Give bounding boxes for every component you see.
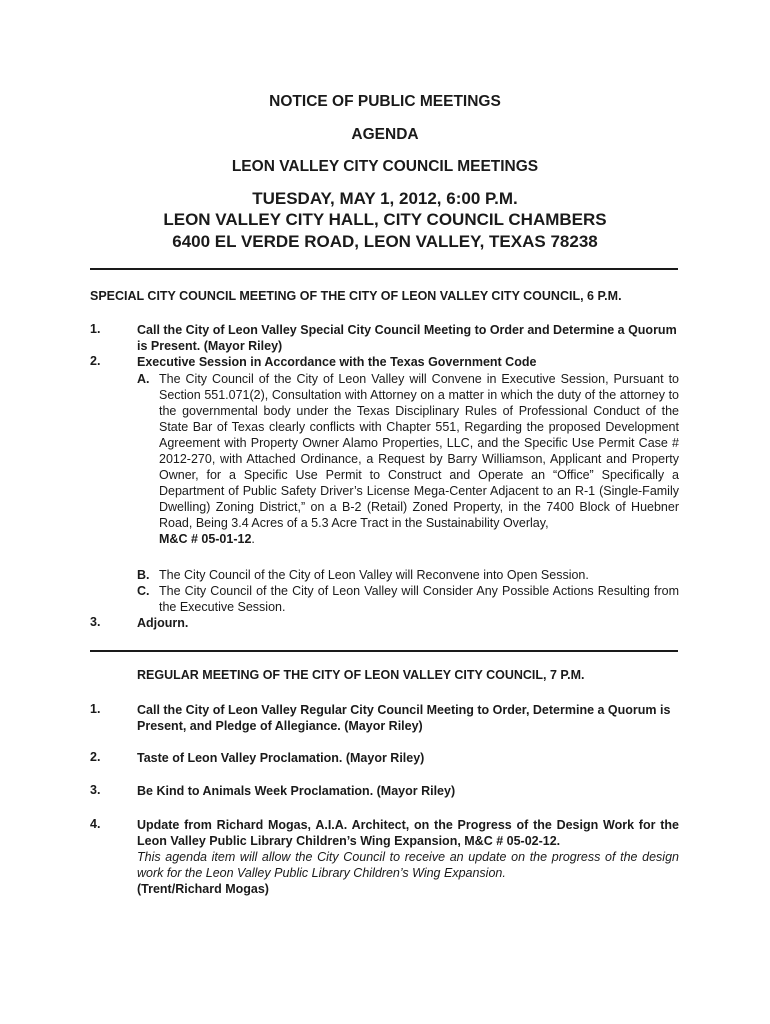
council-meetings-title: LEON VALLEY CITY COUNCIL MEETINGS [231,158,539,175]
subitem-letter: A. [137,372,150,386]
special-item-1-number: 1. [90,322,101,336]
regular-item-3-text: Be Kind to Animals Week Proclamation. (Mayor Riley) [137,784,456,798]
special-item-3-text: Adjourn. [137,616,189,630]
regular-item-4-number: 4. [90,817,101,831]
mc-reference-suffix: . [251,532,255,546]
regular-meeting-title: REGULAR MEETING OF THE CITY OF LEON VALLEY CITY COUNCIL, 7 P.M. [137,668,585,682]
subitem-body [159,371,679,547]
special-subitem-b [137,567,679,583]
agenda-title: AGENDA [351,126,419,143]
regular-item-2-text: Taste of Leon Valley Proclamation. (Mayor Riley) [137,751,425,765]
regular-item-4-description: This agenda item will allow the City Council to receive an update on the progress of the design work for the Leon Valley Public Library Children’s Wing Expansion. [137,850,679,880]
meeting-date: TUESDAY, MAY 1, 2012, 6:00 P.M. [252,189,518,208]
special-subitem-c [137,583,679,615]
subitem-letter: B. [137,568,150,582]
meeting-address: 6400 EL VERDE ROAD, LEON VALLEY, TEXAS 78238 [172,232,598,251]
regular-item-3-number: 3. [90,783,101,797]
special-item-2-text: Executive Session in Accordance with the Texas Government Code [137,355,537,369]
subitem-text: The City Council of the City of Leon Valley will Reconvene into Open Session. [159,568,589,582]
subitem-text: The City Council of the City of Leon Valley will Consider Any Possible Actions Resulting from the Executive Session. [159,584,679,614]
special-meeting-title: SPECIAL CITY COUNCIL MEETING OF THE CITY OF LEON VALLEY CITY COUNCIL, 6 P.M. [90,289,622,303]
regular-item-1-number: 1. [90,702,101,716]
subitem-text: The City Council of the City of Leon Valley will Convene in Executive Session, Pursuant to Section 551.071(2), Consultation with Attorney on a matter in which the duty of the attorney to the governmental body under the Texas Disciplinary Rules of Professional Conduct of the State Bar of Texas clearly conflicts with Chapter 551, Regarding the proposed Development Agreement with Property Owner Alamo Properties, LLC, and the Specific Use Permit Case # 2012-270, with Attached Ordinance, a Request by Barry Williamson, Applicant and Property Owner, for a Specific Use Permit to Construct and Operate an “Office” Specifically a Department of Public Safety Driver’s License Mega-Center Adjacent to an R-1 (Single-Family Dwelling) Zoning District,” on a B-2 (Retail) Zoned Property, in the 7400 Block of Huebner Road, Being 3.4 Acres of a 5.3 Acre Tract in the Sustainability Overlay, [159,372,679,530]
divider [90,650,678,652]
notice-title: NOTICE OF PUBLIC MEETINGS [269,93,501,110]
meeting-location: LEON VALLEY CITY HALL, CITY COUNCIL CHAMBERS [163,210,607,229]
mc-reference: M&C # 05-01-12 [159,532,252,546]
subitem-letter: C. [137,584,150,598]
special-subitem-a [137,371,679,547]
divider [90,268,678,270]
regular-item-4-text: Update from Richard Mogas, A.I.A. Architect, on the Progress of the Design Work for the Leon Valley Public Library Children’s Wing Expansion, M&C # 05-02-12. [137,818,679,848]
regular-item-4-presenter: (Trent/Richard Mogas) [137,882,269,896]
special-item-1-text: Call the City of Leon Valley Special City Council Meeting to Order and Determine a Quorum is Present. (Mayor Riley) [137,323,677,353]
regular-item-1-text: Call the City of Leon Valley Regular City Council Meeting to Order, Determine a Quorum is Present, and Pledge of Allegiance. (Mayor Riley) [137,703,671,733]
special-item-2-number: 2. [90,354,101,368]
regular-item-2-number: 2. [90,750,101,764]
special-item-3-number: 3. [90,615,101,629]
